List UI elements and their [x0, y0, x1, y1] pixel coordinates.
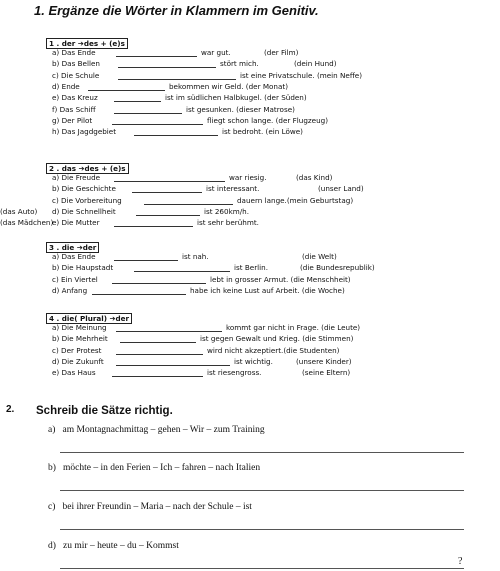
row-label: b) Das Bellen: [52, 59, 100, 69]
row-label: e) Die Mutter: [52, 218, 100, 228]
answer-line[interactable]: [60, 529, 464, 530]
answer-blank[interactable]: [114, 226, 193, 227]
exercise-row: [52, 274, 492, 285]
exercise-row: [52, 47, 492, 58]
answer-line[interactable]: [60, 568, 464, 569]
hint-in-brackets: (das Auto): [0, 206, 38, 216]
row-label: d) Anfang: [52, 285, 88, 295]
exercise-row: [52, 195, 492, 206]
sentence-item: [48, 463, 260, 473]
answer-line[interactable]: [60, 452, 464, 453]
exercise-row: [52, 70, 492, 81]
row-label: d) Ende: [52, 81, 80, 91]
row-label: d) Die Schnellheit: [52, 206, 116, 216]
exercise-row: [52, 285, 492, 296]
sentence-ending: lebt in grosser Armut. (die Menschheit): [210, 274, 351, 284]
answer-blank[interactable]: [132, 192, 202, 193]
row-label: b) Die Geschichte: [52, 184, 116, 194]
exercise-row: [52, 126, 492, 137]
row-label: a) Die Meinung: [52, 323, 107, 332]
sentence-ending: ist bedroht. (ein Löwe): [222, 127, 303, 137]
item-label: d): [48, 541, 56, 551]
answer-blank[interactable]: [134, 271, 230, 272]
answer-blank[interactable]: [116, 365, 230, 366]
answer-blank[interactable]: [114, 101, 161, 102]
exercise-row: [52, 367, 492, 378]
section-header-4: 4 . die( Plural) ➔der: [46, 313, 132, 324]
sentence-item: [48, 502, 252, 512]
row-label: c) Ein Viertel: [52, 274, 98, 284]
row-label: c) Die Vorbereitung: [52, 195, 122, 205]
hint-in-brackets: (die Bundesrepublik): [300, 263, 375, 273]
exercise-row: [52, 115, 492, 126]
exercise-row: [52, 81, 492, 92]
sentence-ending: ist riesengross.: [207, 368, 262, 378]
answer-blank[interactable]: [136, 215, 200, 216]
exercise-row: [52, 333, 492, 344]
sentence-ending: habe ich keine Lust auf Arbeit. (die Woche): [190, 285, 345, 295]
answer-blank[interactable]: [134, 135, 218, 136]
exercise-row: [52, 58, 492, 69]
sentence-ending: ist interessant.: [206, 184, 260, 194]
row-label: e) Das Kreuz: [52, 93, 98, 103]
exercise-row: [52, 322, 492, 333]
answer-blank[interactable]: [118, 67, 216, 68]
exercise-2-title: Schreib die Sätze richtig.: [36, 405, 173, 417]
answer-blank[interactable]: [88, 90, 165, 91]
row-label: c) Der Protest: [52, 345, 102, 355]
answer-blank[interactable]: [116, 56, 197, 57]
scrambled-words: möchte – in den Ferien – Ich – fahren – nach Italien: [63, 463, 261, 473]
row-label: e) Das Haus: [52, 368, 96, 378]
answer-blank[interactable]: [112, 124, 203, 125]
exercise-row: [52, 345, 492, 356]
answer-blank[interactable]: [114, 260, 178, 261]
section-header-3: 3 . die ➔der: [46, 242, 99, 253]
sentence-ending: war gut.: [201, 48, 231, 57]
sentence-ending: fliegt schon lange. (der Flugzeug): [207, 115, 329, 125]
hint-in-brackets: (das Mädchen): [0, 218, 54, 228]
sentence-ending: ist sehr berühmt.: [197, 218, 259, 228]
answer-blank[interactable]: [92, 294, 186, 295]
sentence-ending: dauern lange.(mein Geburtstag): [237, 195, 354, 205]
row-label: f) Das Schiff: [52, 104, 96, 114]
answer-line[interactable]: [60, 490, 464, 491]
sentence-ending: ist wichtig.: [234, 356, 273, 366]
row-label: d) Die Zukunft: [52, 356, 104, 366]
hint-in-brackets: (die Welt): [302, 252, 337, 261]
exercise-row: [0, 217, 492, 228]
item-label: c): [48, 502, 56, 512]
sentence-ending: ist Berlin.: [234, 263, 268, 273]
sentence-ending: bekommen wir Geld. (der Monat): [169, 81, 288, 91]
sentence-item: [48, 425, 265, 435]
sentence-ending: war riesig.: [229, 173, 267, 182]
answer-blank[interactable]: [114, 181, 225, 182]
item-label: b): [48, 463, 56, 473]
hint-in-brackets: (dein Hund): [294, 59, 337, 69]
scrambled-words: bei ihrer Freundin – Maria – nach der Schule – ist: [62, 502, 252, 512]
exercise-row: [52, 356, 492, 367]
sentence-ending: ist gegen Gewalt und Krieg. (die Stimmen): [200, 334, 354, 344]
exercise-row: [52, 183, 492, 194]
row-label: c) Die Schule: [52, 70, 100, 80]
scrambled-words: zu mir – heute – du – Kommst: [63, 541, 179, 551]
exercise-row: [52, 251, 492, 262]
answer-blank[interactable]: [116, 354, 203, 355]
row-label: h) Das Jagdgebiet: [52, 127, 117, 137]
row-label: a) Das Ende: [52, 48, 96, 57]
row-label: g) Der Pilot: [52, 115, 93, 125]
answer-blank[interactable]: [112, 376, 203, 377]
hint-in-brackets: (unsere Kinder): [296, 356, 352, 366]
scrambled-words: am Montagnachmittag – gehen – Wir – zum Training: [62, 425, 265, 435]
sentence-item: [48, 541, 179, 551]
exercise-2-number: 2.: [6, 404, 15, 415]
hint-in-brackets: (seine Eltern): [302, 368, 351, 378]
sentence-ending: kommt gar nicht in Frage. (die Leute): [226, 323, 361, 332]
exercise-1-title: 1. Ergänze die Wörter in Klammern im Genitiv.: [34, 3, 319, 18]
row-label: a) Die Freude: [52, 173, 101, 182]
exercise-row: [0, 206, 492, 217]
section-header-1: 1 . der ➔des + (e)s: [46, 38, 128, 49]
exercise-row: [52, 92, 492, 103]
item-label: a): [48, 425, 56, 435]
exercise-row: [52, 172, 492, 183]
exercise-row: [52, 104, 492, 115]
answer-blank[interactable]: [144, 204, 233, 205]
hint-in-brackets: (unser Land): [318, 184, 364, 194]
sentence-ending: ist eine Privatschule. (mein Neffe): [240, 70, 362, 80]
hint-in-brackets: (der Film): [264, 48, 299, 57]
sentence-ending: ist nah.: [182, 252, 209, 261]
sentence-ending: stört mich.: [220, 59, 259, 69]
row-label: a) Das Ende: [52, 252, 96, 261]
section-header-2: 2 . das ➔des + (e)s: [46, 163, 129, 174]
question-mark: ?: [458, 556, 463, 567]
row-label: b) Die Haupstadt: [52, 263, 114, 273]
answer-blank[interactable]: [112, 283, 206, 284]
sentence-ending: ist im südlichen Halbkugel. (der Süden): [165, 93, 307, 103]
row-label: b) Die Mehrheit: [52, 334, 108, 344]
answer-blank[interactable]: [120, 342, 196, 343]
exercise-row: [52, 262, 492, 273]
sentence-ending: ist 260km/h.: [204, 206, 249, 216]
sentence-ending: wird nicht akzeptiert.(die Studenten): [207, 345, 340, 355]
sentence-ending: ist gesunken. (dieser Matrose): [186, 104, 295, 114]
answer-blank[interactable]: [116, 331, 222, 332]
hint-in-brackets: (das Kind): [296, 173, 333, 182]
answer-blank[interactable]: [114, 113, 182, 114]
answer-blank[interactable]: [118, 79, 236, 80]
